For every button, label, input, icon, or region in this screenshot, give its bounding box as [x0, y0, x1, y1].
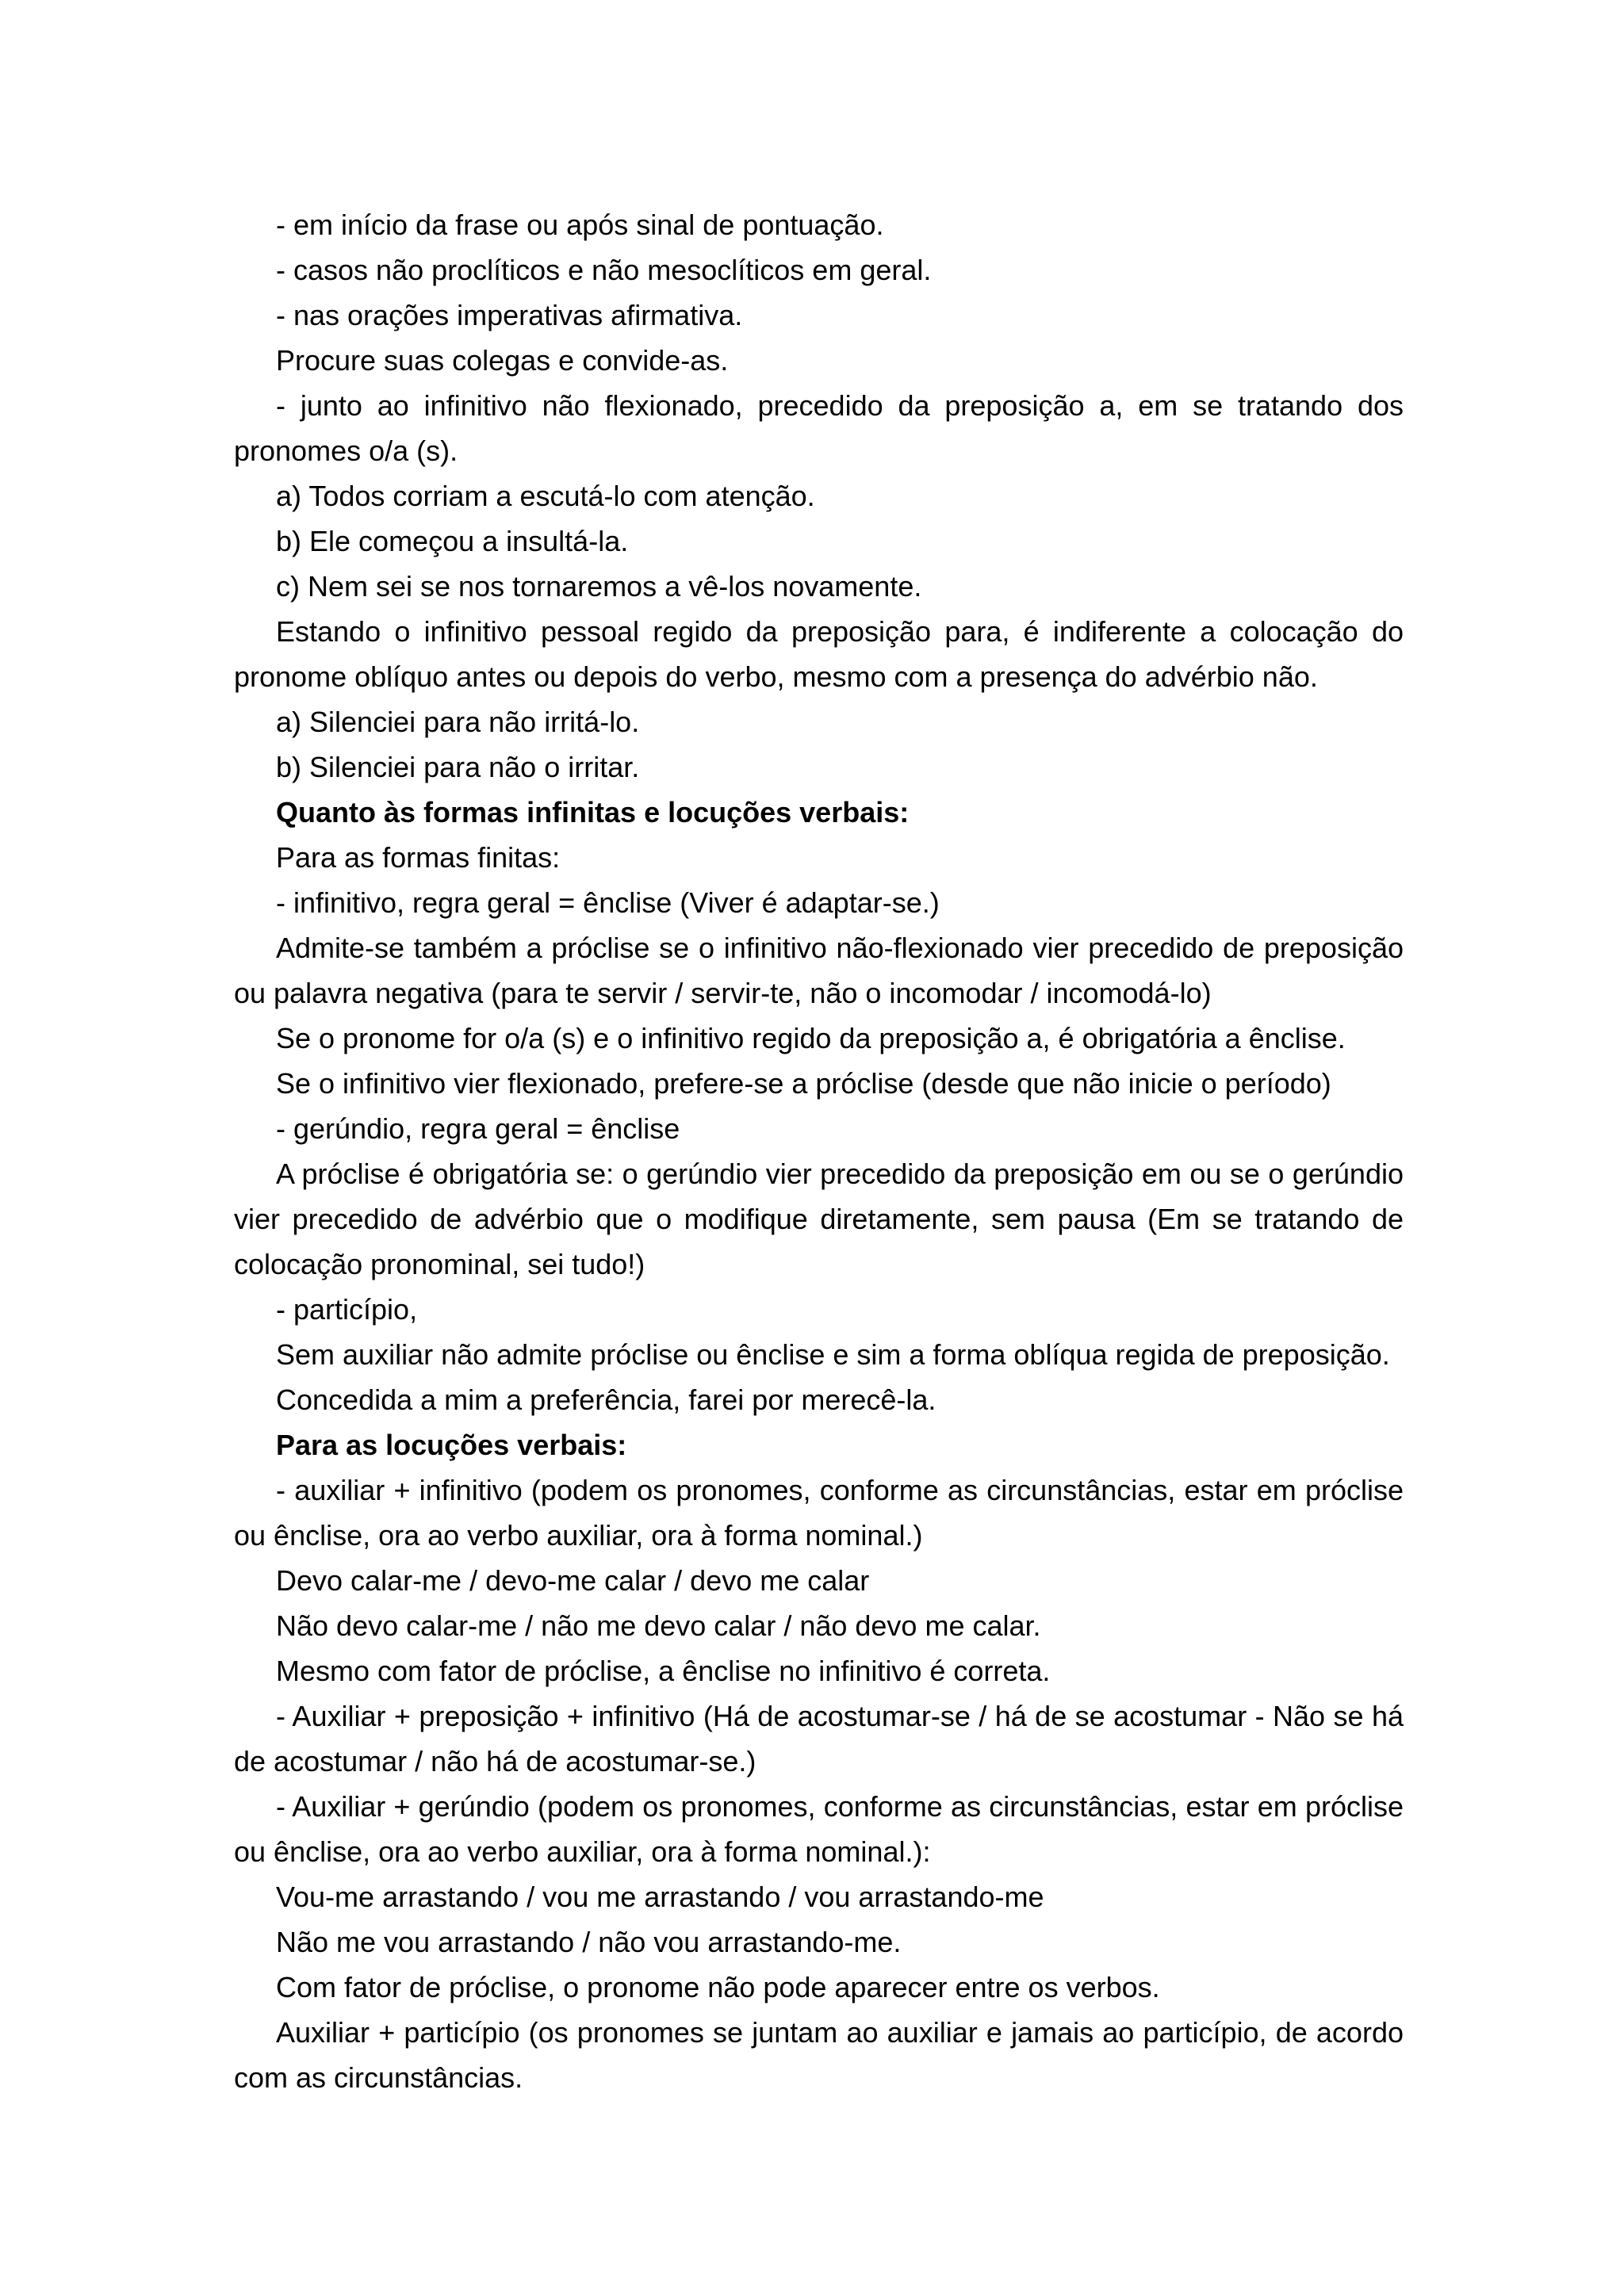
document-body	[234, 202, 1404, 2100]
paragraph: c) Nem sei se nos tornaremos a vê-los novamente.	[276, 570, 922, 603]
paragraph: Admite-se também a próclise se o infinitivo não-flexionado vier precedido de preposição ou palavra negativa (para te servir / servir-te, não o incomodar / incomodá-lo)	[234, 932, 1404, 1009]
section-heading: Para as locuções verbais:	[276, 1429, 627, 1461]
paragraph: Estando o infinitivo pessoal regido da preposição para, é indiferente a colocação do pronome oblíquo antes ou depois do verbo, mesmo com a presença do advérbio não.	[234, 615, 1404, 693]
paragraph: - em início da frase ou após sinal de pontuação.	[276, 209, 884, 241]
paragraph: Não me vou arrastando / não vou arrastando-me.	[276, 1926, 902, 1958]
paragraph: Procure suas colegas e convide-as.	[276, 344, 729, 377]
paragraph: Devo calar-me / devo-me calar / devo me calar	[276, 1564, 870, 1597]
paragraph: Se o infinitivo vier flexionado, prefere-se a próclise (desde que não inicie o período)	[276, 1067, 1331, 1100]
paragraph: Com fator de próclise, o pronome não pode aparecer entre os verbos.	[276, 1971, 1160, 2003]
paragraph: - particípio,	[276, 1293, 418, 1326]
paragraph: - infinitivo, regra geral = ênclise (Viver é adaptar-se.)	[276, 886, 940, 919]
paragraph: - auxiliar + infinitivo (podem os pronomes, conforme as circunstâncias, estar em próclise ou ênclise, ora ao verbo auxiliar, ora à forma nominal.)	[234, 1474, 1404, 1552]
paragraph: Não devo calar-me / não me devo calar / não devo me calar.	[276, 1609, 1041, 1642]
paragraph: Auxiliar + particípio (os pronomes se juntam ao auxiliar e jamais ao particípio, de acordo com as circunstâncias.	[234, 2016, 1404, 2094]
paragraph: Sem auxiliar não admite próclise ou ênclise e sim a forma oblíqua regida de preposição.	[276, 1338, 1390, 1371]
paragraph: a) Silenciei para não irritá-lo.	[276, 706, 640, 738]
paragraph: Para as formas finitas:	[276, 841, 561, 874]
paragraph: b) Ele começou a insultá-la.	[276, 525, 629, 557]
section-heading: Quanto às formas infinitas e locuções verbais:	[276, 796, 910, 828]
paragraph: Concedida a mim a preferência, farei por merecê-la.	[276, 1383, 936, 1416]
paragraph: - Auxiliar + gerúndio (podem os pronomes, conforme as circunstâncias, estar em próclise ou ênclise, ora ao verbo auxiliar, ora à forma nominal.):	[234, 1790, 1404, 1868]
paragraph: - nas orações imperativas afirmativa.	[276, 299, 743, 331]
paragraph: - Auxiliar + preposição + infinitivo (Há de acostumar-se / há de se acostumar - Não se há de acostumar / não há de acostumar-se.)	[234, 1700, 1404, 1777]
paragraph: - casos não proclíticos e não mesoclíticos em geral.	[276, 254, 932, 286]
paragraph: b) Silenciei para não o irritar.	[276, 751, 640, 783]
paragraph: Mesmo com fator de próclise, a ênclise no infinitivo é correta.	[276, 1655, 1051, 1687]
paragraph: A próclise é obrigatória se: o gerúndio vier precedido da preposição em ou se o gerúndio vier precedido de advérbio que o modifique diretamente, sem pausa (Em se tratando de colocação pronominal, sei tudo!)	[234, 1158, 1404, 1280]
paragraph: a) Todos corriam a escutá-lo com atenção.	[276, 480, 815, 512]
paragraph: - gerúndio, regra geral = ênclise	[276, 1112, 680, 1145]
paragraph: - junto ao infinitivo não flexionado, precedido da preposição a, em se tratando dos pronomes o/a (s).	[234, 389, 1404, 467]
paragraph: Vou-me arrastando / vou me arrastando / vou arrastando-me	[276, 1881, 1044, 1913]
paragraph: Se o pronome for o/a (s) e o infinitivo regido da preposição a, é obrigatória a ênclise.	[276, 1022, 1346, 1054]
